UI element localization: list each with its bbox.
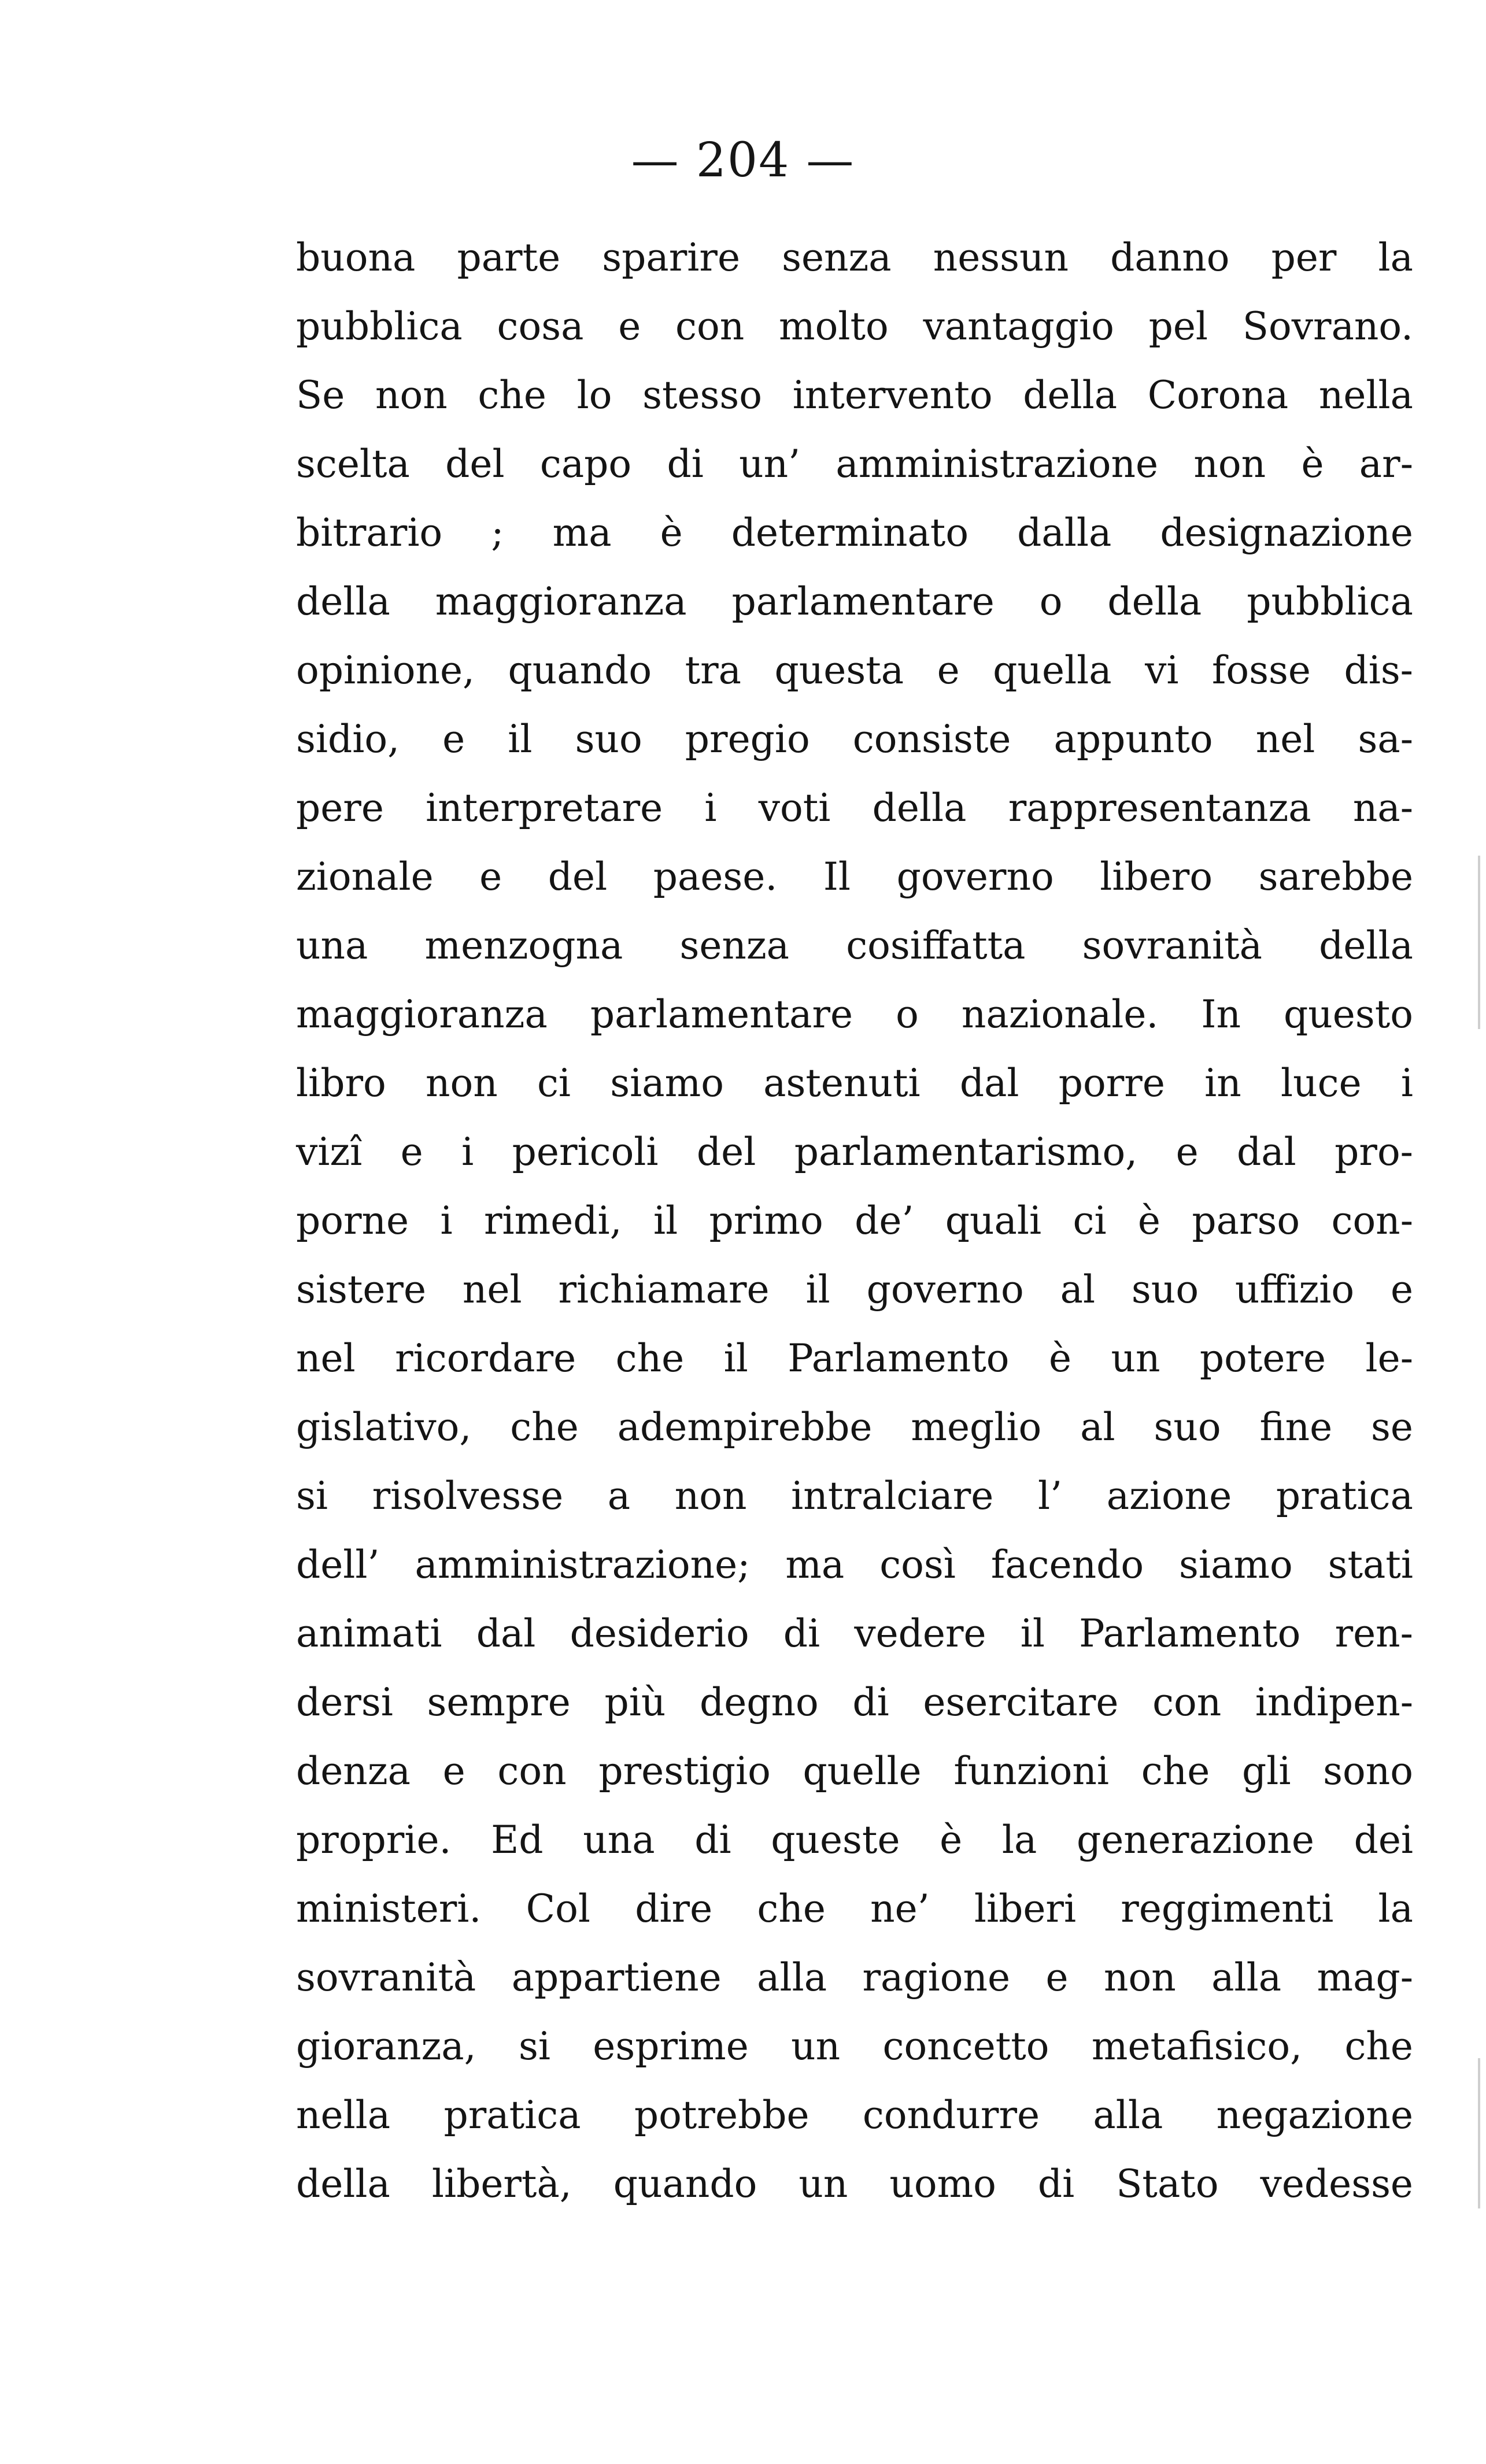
text-line: buona parte sparire senza nessun danno per la <box>296 235 1413 280</box>
right-edge-shadow-lower <box>1478 2058 1480 2208</box>
text-line: gioranza, si esprime un concetto metafisico, che <box>296 2024 1413 2069</box>
text-line: pubblica cosa e con molto vantaggio pel Sovrano. <box>296 304 1413 349</box>
text-line: si risolvesse a non intralciare l’ azione pratica <box>296 1474 1413 1518</box>
text-line: sidio, e il suo pregio consiste appunto nel sa- <box>296 717 1413 761</box>
page-number: — 204 — <box>631 133 855 188</box>
text-line: bitrario ; ma è determinato dalla designazione <box>296 510 1413 555</box>
text-line: ministeri. Col dire che ne’ liberi reggimenti la <box>296 1886 1413 1931</box>
text-line: nella pratica potrebbe condurre alla negazione <box>296 2093 1413 2137</box>
text-line: libro non ci siamo astenuti dal porre in luce i <box>296 1061 1413 1105</box>
text-line: animati dal desiderio di vedere il Parlamento ren- <box>296 1611 1413 1656</box>
text-line: dersi sempre più degno di esercitare con indipen- <box>296 1680 1413 1725</box>
text-line: pere interpretare i voti della rappresentanza na- <box>296 786 1413 830</box>
text-line: scelta del capo di un’ amministrazione non è ar- <box>296 442 1413 486</box>
text-line: Se non che lo stesso intervento della Corona nella <box>296 373 1413 417</box>
text-line: della libertà, quando un uomo di Stato vedesse <box>296 2162 1413 2206</box>
text-line: sovranità appartiene alla ragione e non alla mag- <box>296 1955 1413 2000</box>
text-line: denza e con prestigio quelle funzioni che gli sono <box>296 1749 1413 1793</box>
text-line: vizî e i pericoli del parlamentarismo, e dal pro- <box>296 1130 1413 1174</box>
text-line: della maggioranza parlamentare o della pubblica <box>296 579 1413 624</box>
text-line: dell’ amministrazione; ma così facendo siamo stati <box>296 1542 1413 1587</box>
text-line: sistere nel richiamare il governo al suo uffizio e <box>296 1267 1413 1312</box>
text-line: porne i rimedi, il primo de’ quali ci è parso con- <box>296 1198 1413 1243</box>
body-text <box>296 223 1413 2218</box>
text-line: nel ricordare che il Parlamento è un potere le- <box>296 1336 1413 1381</box>
text-line: gislativo, che adempirebbe meglio al suo fine se <box>296 1405 1413 1449</box>
text-line: una menzogna senza cosiffatta sovranità della <box>296 923 1413 968</box>
text-line: zionale e del paese. Il governo libero sarebbe <box>296 854 1413 899</box>
right-edge-shadow <box>1478 856 1480 1029</box>
text-line: proprie. Ed una di queste è la generazione dei <box>296 1818 1413 1862</box>
text-line: maggioranza parlamentare o nazionale. In questo <box>296 992 1413 1037</box>
text-line: opinione, quando tra questa e quella vi fosse dis- <box>296 648 1413 693</box>
